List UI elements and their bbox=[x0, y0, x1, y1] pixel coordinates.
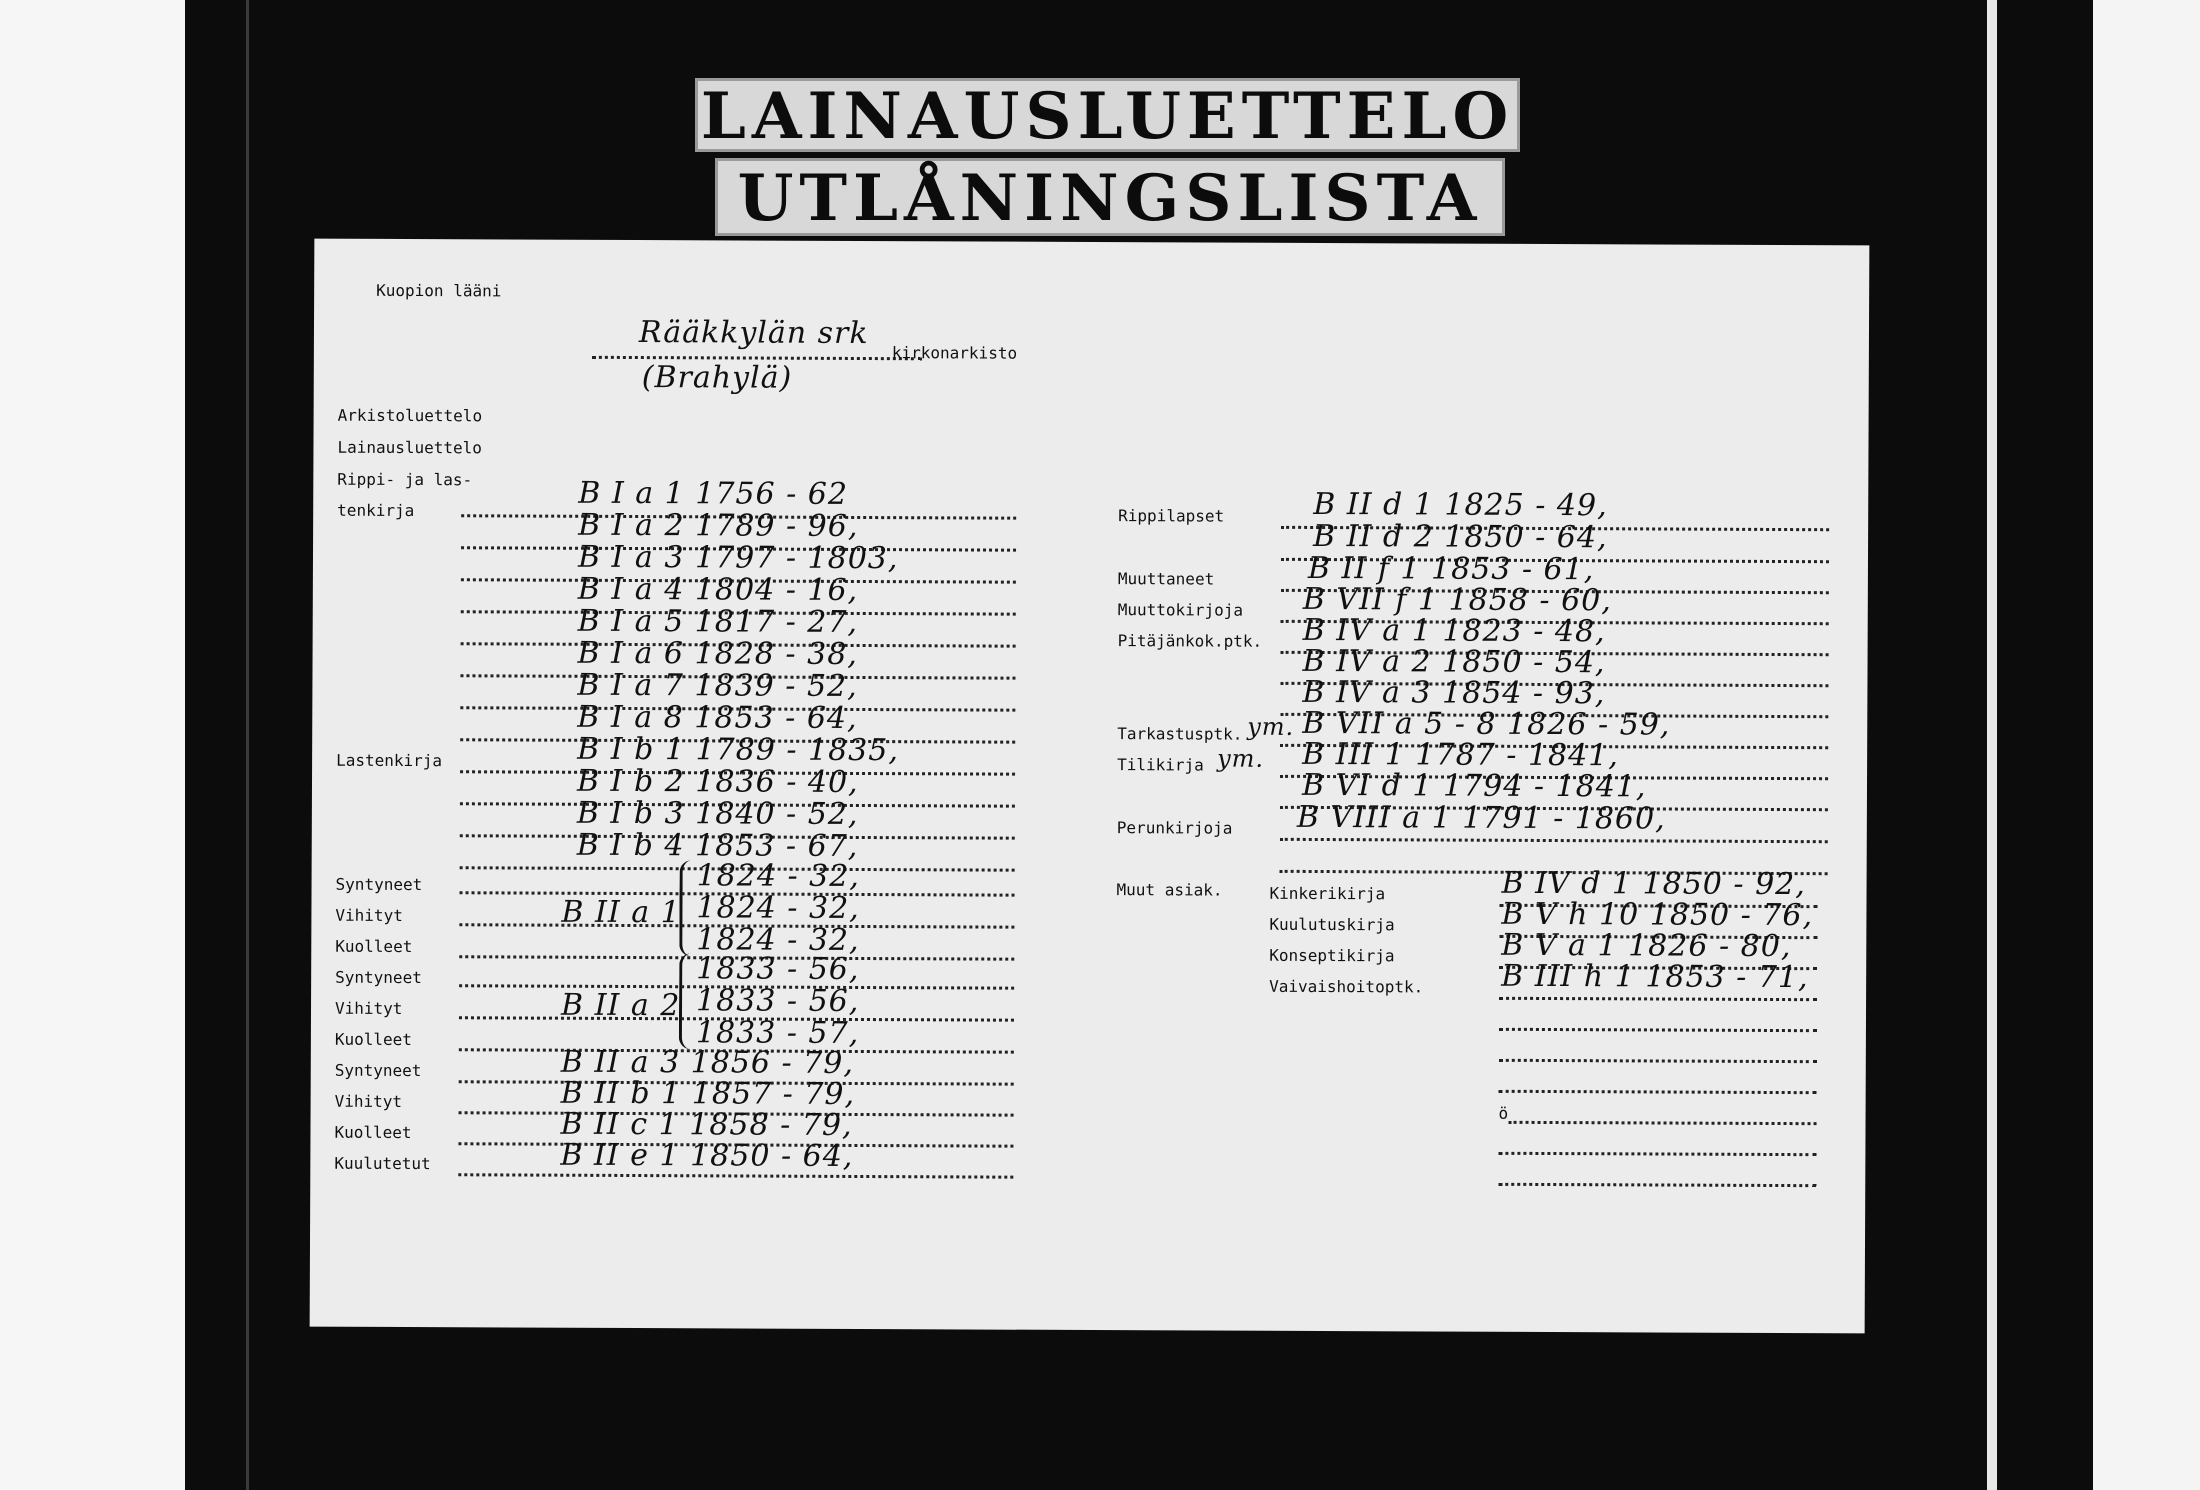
muuttokirjoja-entry: B VII f 1 1858 - 60, bbox=[1302, 581, 1612, 619]
lasten-label: Lastenkirja bbox=[336, 750, 443, 771]
parish-alt-handwritten: (Brahylä) bbox=[641, 360, 793, 396]
lasten-entry: B I b 1 1789 - 1835, bbox=[577, 731, 900, 769]
pitajankokous-entry: B IV a 3 1854 - 93, bbox=[1302, 674, 1606, 712]
muut-entry: B IV d 1 1850 - 92, bbox=[1501, 865, 1806, 903]
group2-years: 1833 - 56, bbox=[696, 951, 860, 987]
film-edge-line bbox=[246, 0, 249, 1490]
label-perunkirjoja: Perunkirjoja bbox=[1116, 818, 1233, 838]
rippi-entry: B I a 2 1789 - 96, bbox=[578, 507, 859, 544]
tarkastus-prefix: ym. bbox=[1247, 712, 1295, 741]
dotline bbox=[1509, 1121, 1817, 1125]
group2-label: Syntyneet bbox=[335, 967, 422, 988]
dotline bbox=[1499, 1090, 1817, 1094]
tilikirja-prefix: ym. bbox=[1217, 744, 1265, 773]
group2-years: 1833 - 57, bbox=[695, 1015, 860, 1051]
rippi-label-2: tenkirja bbox=[337, 500, 415, 521]
muut-item: Konseptikirja bbox=[1269, 945, 1395, 966]
scan-right-margin bbox=[2093, 0, 2200, 1490]
rippi-entry: B I a 8 1853 - 64, bbox=[577, 699, 858, 736]
group1-years: 1824 - 32, bbox=[696, 858, 860, 894]
rippilapset-entry: B II d 2 1850 - 64, bbox=[1313, 518, 1608, 556]
pitajankokous-entry: B IV a 2 1850 - 54, bbox=[1302, 643, 1606, 681]
scan-left-margin bbox=[0, 0, 185, 1490]
heading-lainausluettelo: Lainausluettelo bbox=[337, 437, 483, 458]
stray-mark: ö bbox=[1498, 1103, 1509, 1123]
lasten-entry: B I b 3 1840 - 52, bbox=[576, 795, 859, 832]
label-tarkastusptk: Tarkastusptk. bbox=[1117, 724, 1243, 744]
rippi-entry: B I a 4 1804 - 16, bbox=[577, 571, 859, 608]
group1-years: 1824 - 32, bbox=[696, 890, 860, 926]
tilikirja-entry: B III 1 1787 - 1841, bbox=[1302, 736, 1619, 774]
group2-code: B II a 2 bbox=[560, 987, 681, 1024]
heading-arkistoluettelo: Arkistoluettelo bbox=[337, 405, 483, 426]
label-rippilapset: Rippilapset bbox=[1118, 506, 1225, 526]
rippi-entry: B I a 5 1817 - 27, bbox=[577, 603, 859, 640]
tail-entry: B II b 1 1857 - 79, bbox=[560, 1075, 856, 1112]
label-pitajankokous: Pitäjänkok.ptk. bbox=[1117, 631, 1263, 651]
rippi-entry: B I a 3 1797 - 1803, bbox=[577, 539, 899, 577]
plate-title-swedish: UTLÅNINGSLISTA bbox=[715, 158, 1505, 236]
tail-entry: B II a 3 1856 - 79, bbox=[560, 1044, 855, 1081]
rippilapset-entry: B II d 1 1825 - 49, bbox=[1313, 486, 1608, 524]
label-muuttokirjoja: Muuttokirjoja bbox=[1117, 600, 1244, 620]
dotline bbox=[1498, 1183, 1816, 1187]
group2-label: Vihityt bbox=[334, 998, 403, 1019]
muut-item: Kuulutuskirja bbox=[1269, 914, 1395, 935]
plate-title-finnish: LAINAUSLUETTELO bbox=[695, 78, 1520, 152]
tarkastus-entry: B VII a 5 - 8 1826 - 59, bbox=[1302, 705, 1671, 743]
tilikirja-entry: B VI d 1 1794 - 1841, bbox=[1301, 767, 1647, 805]
muut-entry: B III h 1 1853 - 71, bbox=[1501, 958, 1809, 996]
dotline bbox=[1499, 997, 1817, 1001]
county-label: Kuopion lääni bbox=[376, 280, 502, 301]
group2-years: 1833 - 56, bbox=[695, 983, 860, 1019]
archive-label: kirkonarkisto bbox=[891, 343, 1018, 363]
tail-entry: B II e 1 1850 - 64, bbox=[560, 1137, 854, 1174]
rippi-entry: B I a 7 1839 - 52, bbox=[577, 667, 858, 704]
group1-label: Vihityt bbox=[335, 905, 403, 926]
group1-label: Kuolleet bbox=[335, 936, 413, 957]
lasten-entry: B I b 4 1853 - 67, bbox=[576, 827, 859, 864]
group1-label: Syntyneet bbox=[335, 874, 423, 895]
tail-label: Syntyneet bbox=[334, 1060, 422, 1081]
group2-brace bbox=[679, 953, 696, 1049]
dotline bbox=[1499, 1028, 1817, 1032]
muut-item: Kinkerikirja bbox=[1269, 883, 1386, 904]
lasten-entry: B I b 2 1836 - 40, bbox=[576, 763, 859, 800]
parish-handwritten: Rääkkylän srk bbox=[638, 315, 869, 352]
muuttaneet-entry: B II f 1 1853 - 61, bbox=[1307, 550, 1595, 588]
group1-years: 1824 - 32, bbox=[696, 922, 860, 958]
muut-item: Vaivaishoitoptk. bbox=[1269, 976, 1424, 997]
rippi-entry: B I a 6 1828 - 38, bbox=[577, 635, 858, 672]
tail-label: Kuulutetut bbox=[334, 1153, 431, 1174]
label-muut-asiak: Muut asiak. bbox=[1116, 880, 1223, 900]
perunkirjoja-entry: B VIII a 1 1791 - 1860, bbox=[1296, 799, 1666, 837]
dotline bbox=[458, 1173, 1013, 1178]
pitajankokous-entry: B IV a 1 1823 - 48, bbox=[1302, 612, 1606, 650]
dotline bbox=[1498, 1152, 1816, 1156]
film-edge-strip bbox=[1987, 0, 1997, 1490]
label-tilikirja: Tilikirja bbox=[1117, 755, 1204, 775]
label-muuttaneet: Muuttaneet bbox=[1117, 569, 1215, 589]
dotline bbox=[1280, 838, 1828, 843]
rippi-label-1: Rippi- ja las- bbox=[337, 469, 473, 490]
muut-entry: B V a 1 1826 - 80, bbox=[1501, 927, 1792, 965]
tail-label: Kuolleet bbox=[334, 1122, 412, 1143]
title-plate bbox=[695, 78, 1520, 238]
tail-entry: B II c 1 1858 - 79, bbox=[560, 1106, 853, 1143]
group1-brace bbox=[679, 860, 696, 956]
dotline bbox=[1499, 1059, 1817, 1063]
muut-entry: B V h 10 1850 - 76, bbox=[1501, 896, 1814, 934]
group2-label: Kuolleet bbox=[334, 1029, 412, 1050]
group1-code: B II a 1 bbox=[561, 894, 681, 931]
tail-label: Vihityt bbox=[334, 1091, 403, 1112]
archive-card bbox=[310, 239, 1870, 1334]
rippi-entry: B I a 1 1756 - 62 bbox=[578, 475, 849, 512]
